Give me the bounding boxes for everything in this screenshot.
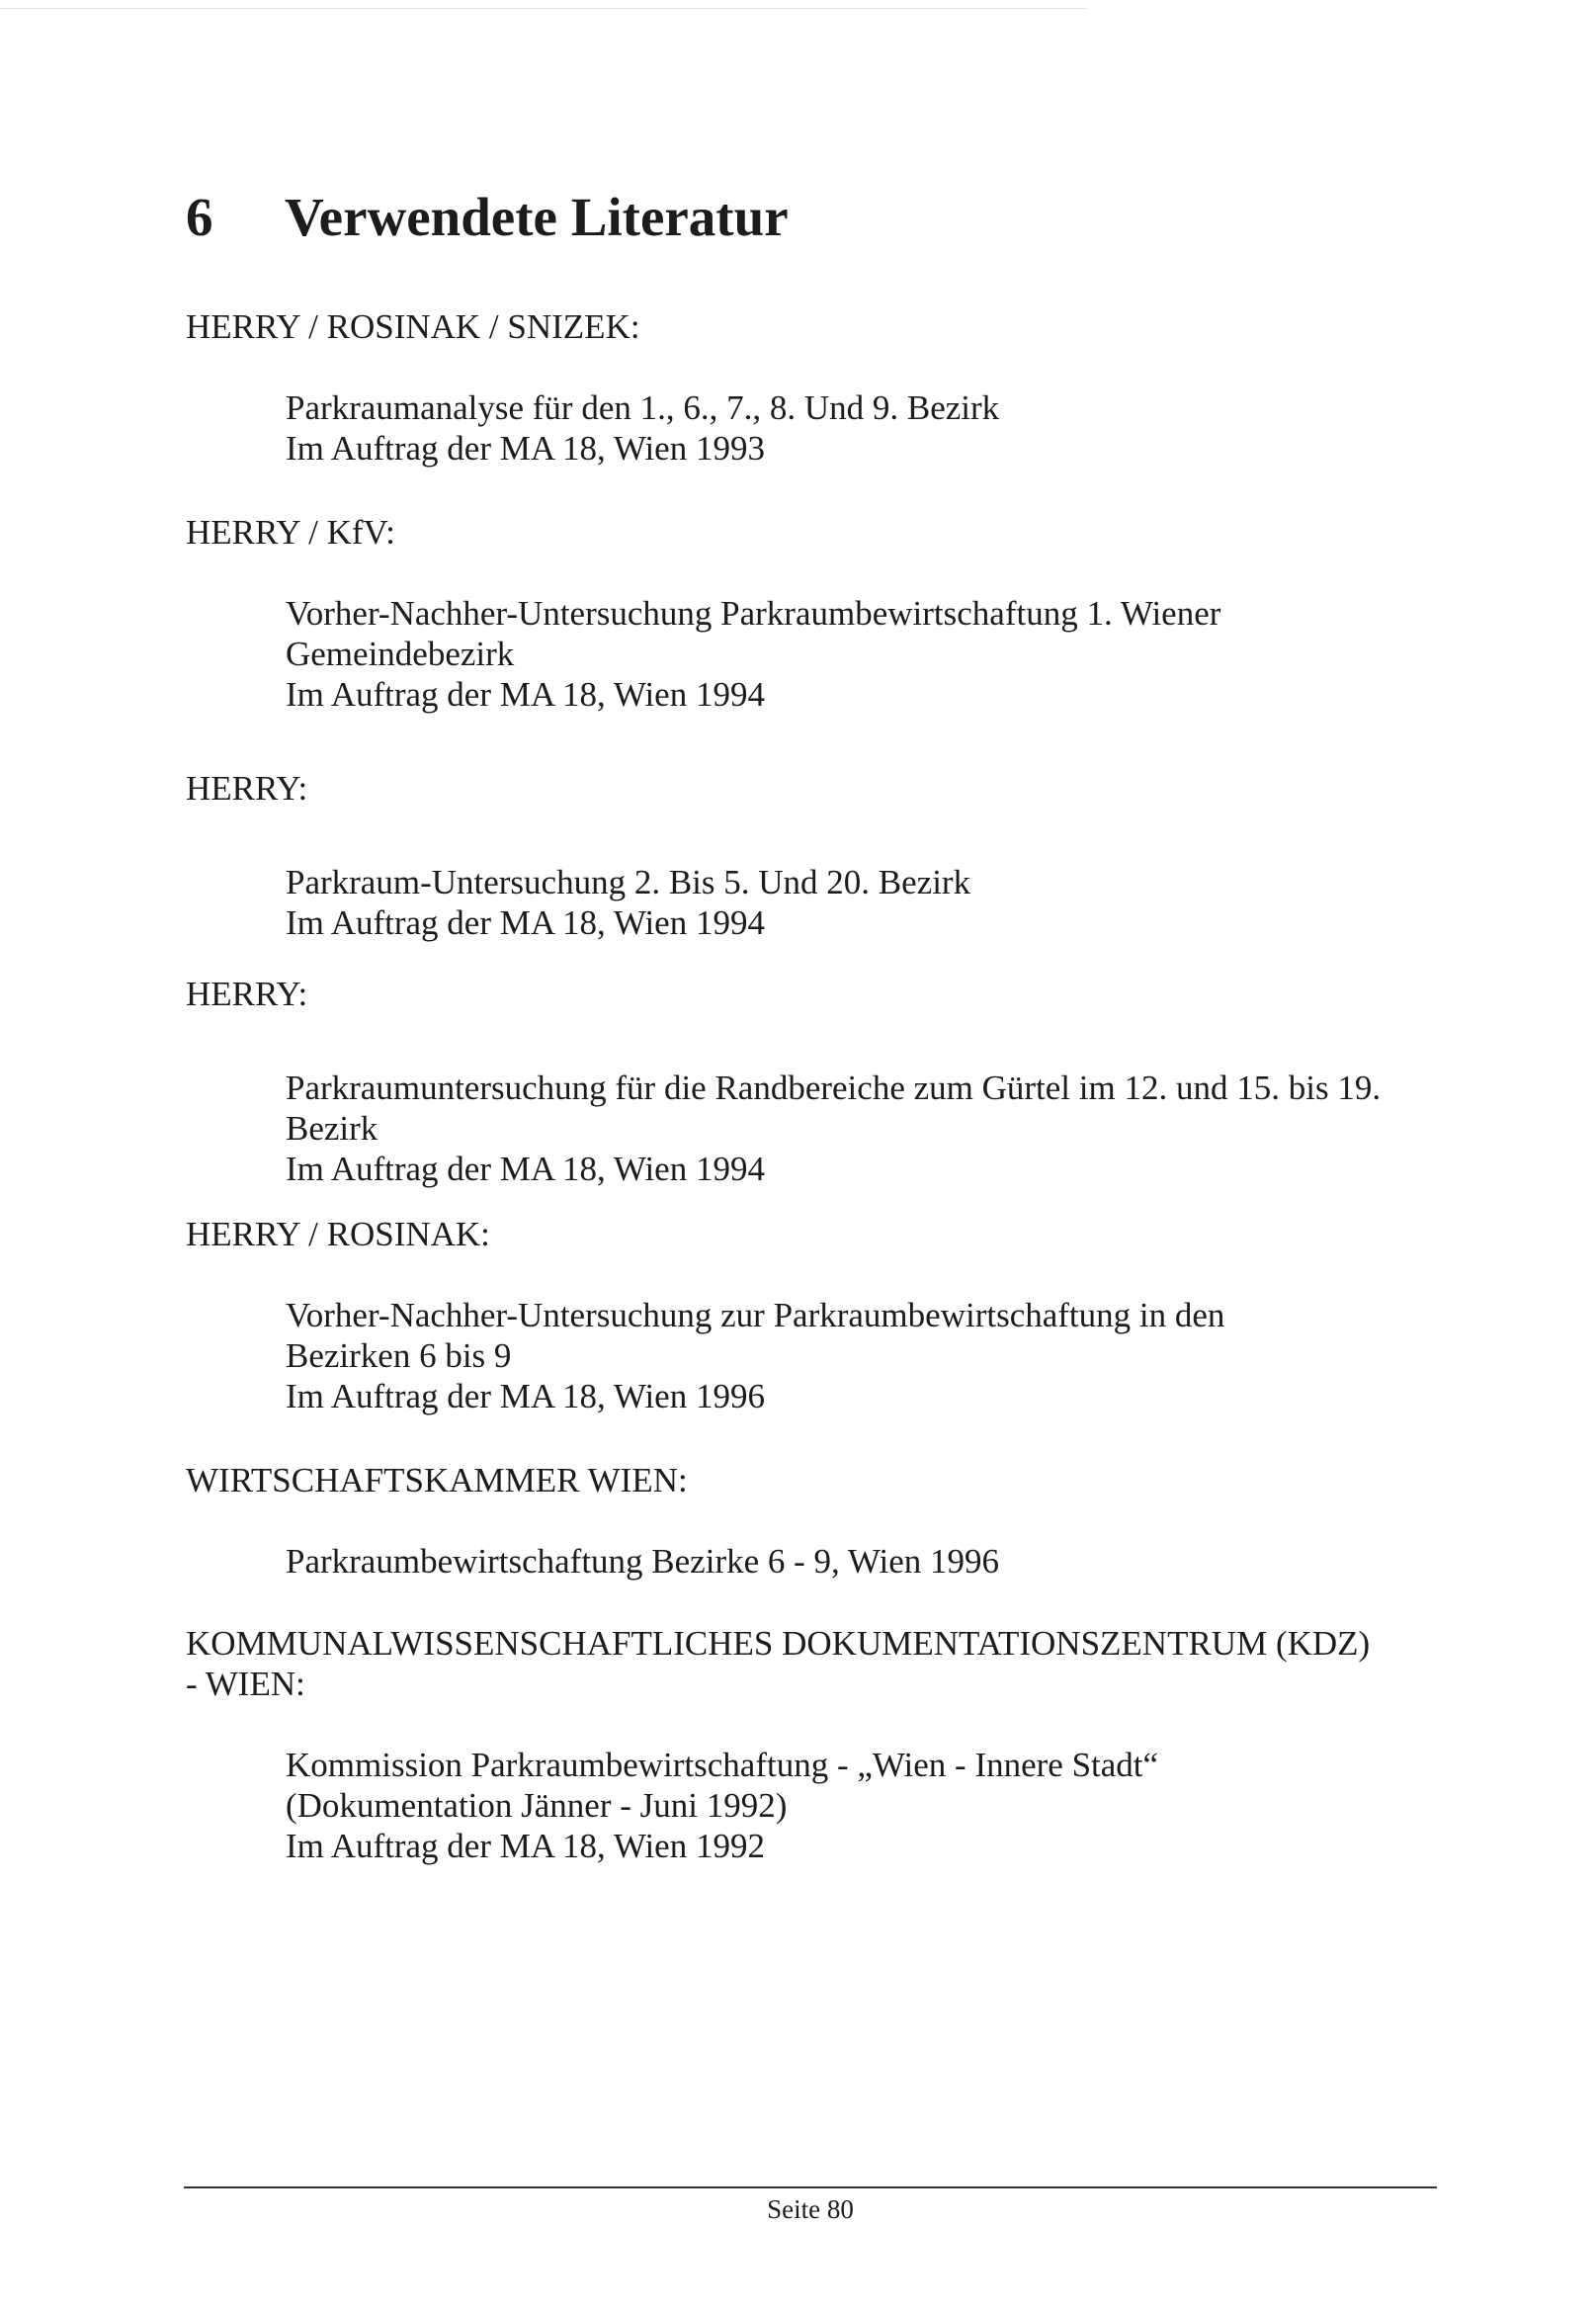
reference-entry [186,512,1470,715]
reference-line: Kommission Parkraumbewirtschaftung - „Wien - Innere Stadt“ [286,1746,1159,1784]
reference-line: Bezirk [286,1109,378,1148]
reference-entry [186,1460,1470,1582]
reference-details [286,1541,1470,1582]
reference-entry [186,1214,1470,1416]
reference-line: Vorher-Nachher-Untersuchung Parkraumbewirtschaftung 1. Wiener [286,594,1221,633]
reference-details [286,1745,1470,1866]
reference-line: Parkraum-Untersuchung 2. Bis 5. Und 20. Bezirk [286,863,971,901]
reference-line: Vorher-Nachher-Untersuchung zur Parkraumbewirtschaftung in den [286,1296,1225,1334]
reference-author: HERRY / ROSINAK: [186,1215,490,1253]
footer-divider [184,2186,1437,2188]
scan-top-edge [0,8,1087,9]
reference-line: Bezirken 6 bis 9 [286,1336,512,1375]
reference-line: Im Auftrag der MA 18, Wien 1992 [286,1827,765,1865]
reference-details [286,593,1470,715]
reference-entry [186,306,1470,469]
reference-line: (Dokumentation Jänner - Juni 1992) [286,1786,788,1825]
reference-entry [186,768,1470,943]
reference-author: HERRY / KfV: [186,513,395,552]
reference-author: WIRTSCHAFTSKAMMER WIEN: [186,1461,688,1499]
reference-entry [186,974,1470,1189]
reference-author: HERRY / ROSINAK / SNIZEK: [186,307,640,346]
reference-details [286,1068,1470,1189]
reference-details [286,387,1470,469]
reference-line: Parkraumbewirtschaftung Bezirke 6 - 9, Wien 1996 [286,1542,1000,1581]
reference-author: KOMMUNALWISSENSCHAFTLICHES DOKUMENTATIONSZENTRUM (KDZ) [186,1624,1371,1663]
reference-entry [186,1623,1470,1866]
reference-line: Parkraumuntersuchung für die Randbereiche zum Gürtel im 12. und 15. bis 19. [286,1069,1382,1107]
reference-line: Parkraumanalyse für den 1., 6., 7., 8. Und 9. Bezirk [286,388,1000,427]
reference-line: Im Auftrag der MA 18, Wien 1994 [286,675,765,714]
reference-line: Im Auftrag der MA 18, Wien 1993 [286,429,765,468]
reference-line: Gemeindebezirk [286,635,515,673]
reference-line: Im Auftrag der MA 18, Wien 1994 [286,903,765,942]
reference-details [286,862,1470,943]
reference-author-continued: - WIEN: [186,1665,305,1703]
section-heading [186,186,789,249]
reference-details [286,1295,1470,1416]
section-number: 6 [186,187,213,247]
reference-author: HERRY: [186,975,308,1013]
reference-line: Im Auftrag der MA 18, Wien 1996 [286,1377,765,1415]
reference-author: HERRY: [186,769,308,808]
section-title: Verwendete Literatur [285,187,789,247]
page-number: Seite 80 [767,2194,854,2224]
reference-line: Im Auftrag der MA 18, Wien 1994 [286,1150,765,1188]
